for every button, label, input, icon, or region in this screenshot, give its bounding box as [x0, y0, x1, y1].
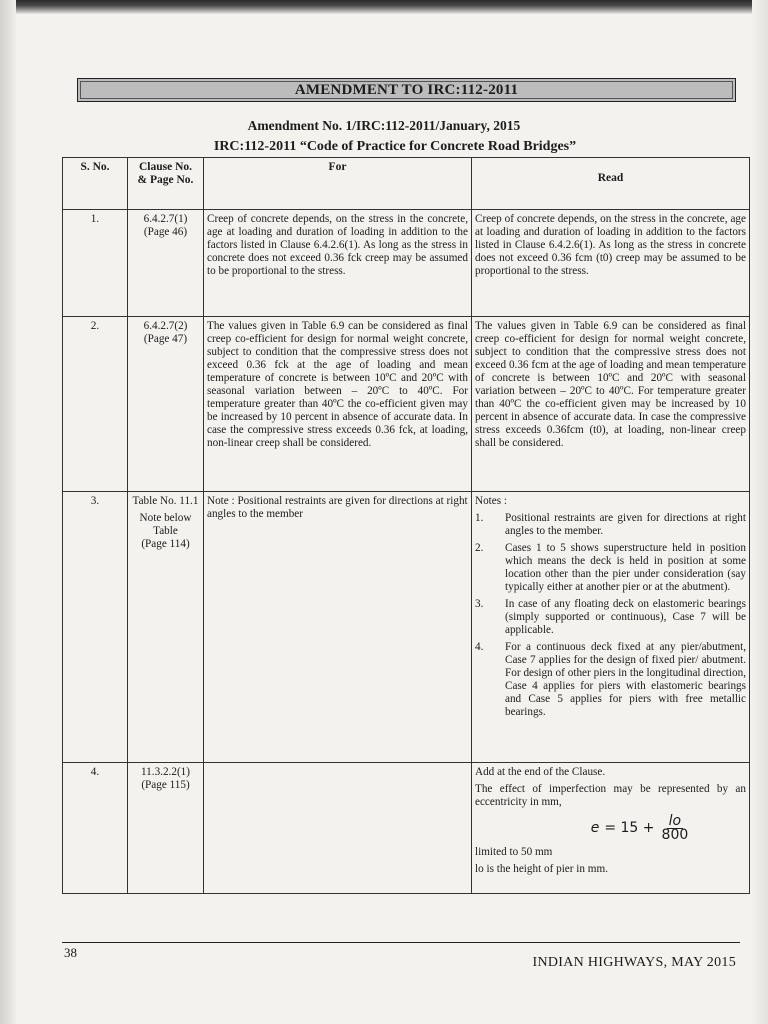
code-title: IRC:112-2011 “Code of Practice for Concrete Road Bridges” — [213, 139, 577, 154]
row-for-text: Creep of concrete depends, on the stress in the concrete, age at loading and duration of loading in addition to the factors listed in Clause 6.4.2.6(1). As long as the stress in concrete does not exceed 0.36 fck creep may be assumed to be proportional to the stress. — [204, 210, 472, 317]
row-clause — [128, 763, 204, 894]
header-clause-line1: Clause No. — [138, 161, 193, 173]
note-number: 3. — [475, 598, 484, 610]
clause-page: (Page 114) — [141, 538, 190, 550]
note-text: For a continuous deck fixed at any pier/abutment, Case 7 applies for the design of fixed pier/ abutment. For design of other piers in the longitudinal direction, Case 4 applies for piers with elastomeric bearings and Case 5 applies for piers with free metallic bearings. — [505, 641, 746, 718]
formula-denominator: 800 — [661, 827, 689, 843]
row-read-notes — [472, 492, 750, 763]
row-sno: 1. — [63, 210, 128, 317]
banner-title: AMENDMENT TO IRC:112-2011 — [294, 81, 519, 98]
formula-lhs: e — [590, 820, 600, 836]
row-read-text: Creep of concrete depends, on the stress in the concrete, age at loading and duration of loading in addition to the factors listed in Clause 6.4.2.6(1). As long as the stress in concrete does not exceed 0.36 fcm (t0) creep may be assumed to be proportional to the stress. — [472, 210, 750, 317]
row-clause — [128, 317, 204, 492]
clause-note: Note below Table — [139, 512, 192, 537]
read-eccentricity-text: The effect of imperfection may be represented by an eccentricity in mm, — [475, 783, 746, 808]
list-item — [475, 542, 746, 594]
notes-heading: Notes : — [475, 495, 508, 507]
header-clause-line2: & Page No. — [137, 174, 194, 186]
header-for: For — [204, 158, 472, 210]
page-edge — [0, 0, 768, 14]
formula-numerator: lo — [668, 813, 682, 829]
clause-number: 6.4.2.7(1) — [143, 213, 188, 225]
list-item — [475, 512, 746, 538]
row-sno: 2. — [63, 317, 128, 492]
list-item — [475, 641, 746, 719]
row-sno: 3. — [63, 492, 128, 763]
page-number: 38 — [64, 945, 77, 960]
row-for-text — [204, 763, 472, 894]
note-text: Cases 1 to 5 shows superstructure held in position which means the deck is held in position at some location other than the pier under consideration (say typically either at another pier or at the abutment). — [505, 542, 746, 593]
row-clause — [128, 210, 204, 317]
clause-page: (Page 47) — [143, 333, 188, 345]
notes-list — [475, 512, 746, 719]
footer-rule — [62, 942, 740, 943]
note-number: 2. — [475, 542, 484, 554]
formula-eq: = 15 + — [604, 820, 655, 836]
read-limit-text: limited to 50 mm — [475, 846, 553, 858]
header-sno: S. No. — [63, 158, 128, 210]
list-item — [475, 598, 746, 637]
row-read-formula-cell — [472, 763, 750, 894]
clause-page: (Page 115) — [141, 779, 190, 791]
header-clause — [128, 158, 204, 210]
table-row — [63, 210, 750, 317]
note-text: In case of any floating deck on elastomeric bearings (simply supported or continuous), Case 7 will be applicable. — [505, 598, 746, 636]
eccentricity-formula — [535, 815, 746, 842]
amendment-table — [62, 157, 750, 894]
note-number: 1. — [475, 512, 484, 524]
clause-number: 11.3.2.2(1) — [141, 766, 190, 778]
table-row — [63, 317, 750, 492]
note-number: 4. — [475, 641, 484, 653]
table-header-row — [63, 158, 750, 210]
clause-number: 6.4.2.7(2) — [143, 320, 188, 332]
formula-fraction — [660, 815, 691, 842]
clause-number: Table No. 11.1 — [132, 495, 199, 507]
header-read: Read — [472, 158, 750, 210]
row-for-text: The values given in Table 6.9 can be considered as final creep co-efficient for design for normal weight concrete, subject to condition that the compressive stress does not exceed 0.36 fck at the age of loading and mean temperature of concrete is between 10ºC and 20ºC with seasonal variation between – 20ºC to 40ºC. For temperature greater than 40ºC the co-efficient given may be increased by 10 percent in absence of accurate data. In case the compressive stress exceeds 0.36 fck, at loading, non-linear creep shall be considered. — [204, 317, 472, 492]
read-definition-text: lo is the height of pier in mm. — [475, 863, 608, 875]
journal-name: INDIAN HIGHWAYS, MAY 2015 — [532, 955, 736, 970]
note-text: Positional restraints are given for directions at right angles to the member. — [505, 512, 746, 537]
table-row — [63, 763, 750, 894]
read-instruction: Add at the end of the Clause. — [475, 766, 606, 778]
clause-page: (Page 46) — [143, 226, 188, 238]
amendment-banner — [77, 78, 736, 102]
row-for-text: Note : Positional restraints are given for directions at right angles to the member — [204, 492, 472, 763]
row-read-text: The values given in Table 6.9 can be considered as final creep co-efficient for design for normal weight concrete, subject to condition that the compressive stress does not exceed 0.36 fcm at the age of loading and mean temperature of concrete is between 10ºC and 20ºC with seasonal variation between – 20ºC to 40ºC. For temperature greater than 40ºC the co-efficient given may be increased by 10 percent in absence of accurate data. In case the compressive stress exceeds 0.36fcm (t0), at loading, non-linear creep shall be considered. — [472, 317, 750, 492]
table-row — [63, 492, 750, 763]
amendment-number: Amendment No. 1/IRC:112-2011/January, 2015 — [247, 118, 521, 133]
row-sno: 4. — [63, 763, 128, 894]
row-clause — [128, 492, 204, 763]
